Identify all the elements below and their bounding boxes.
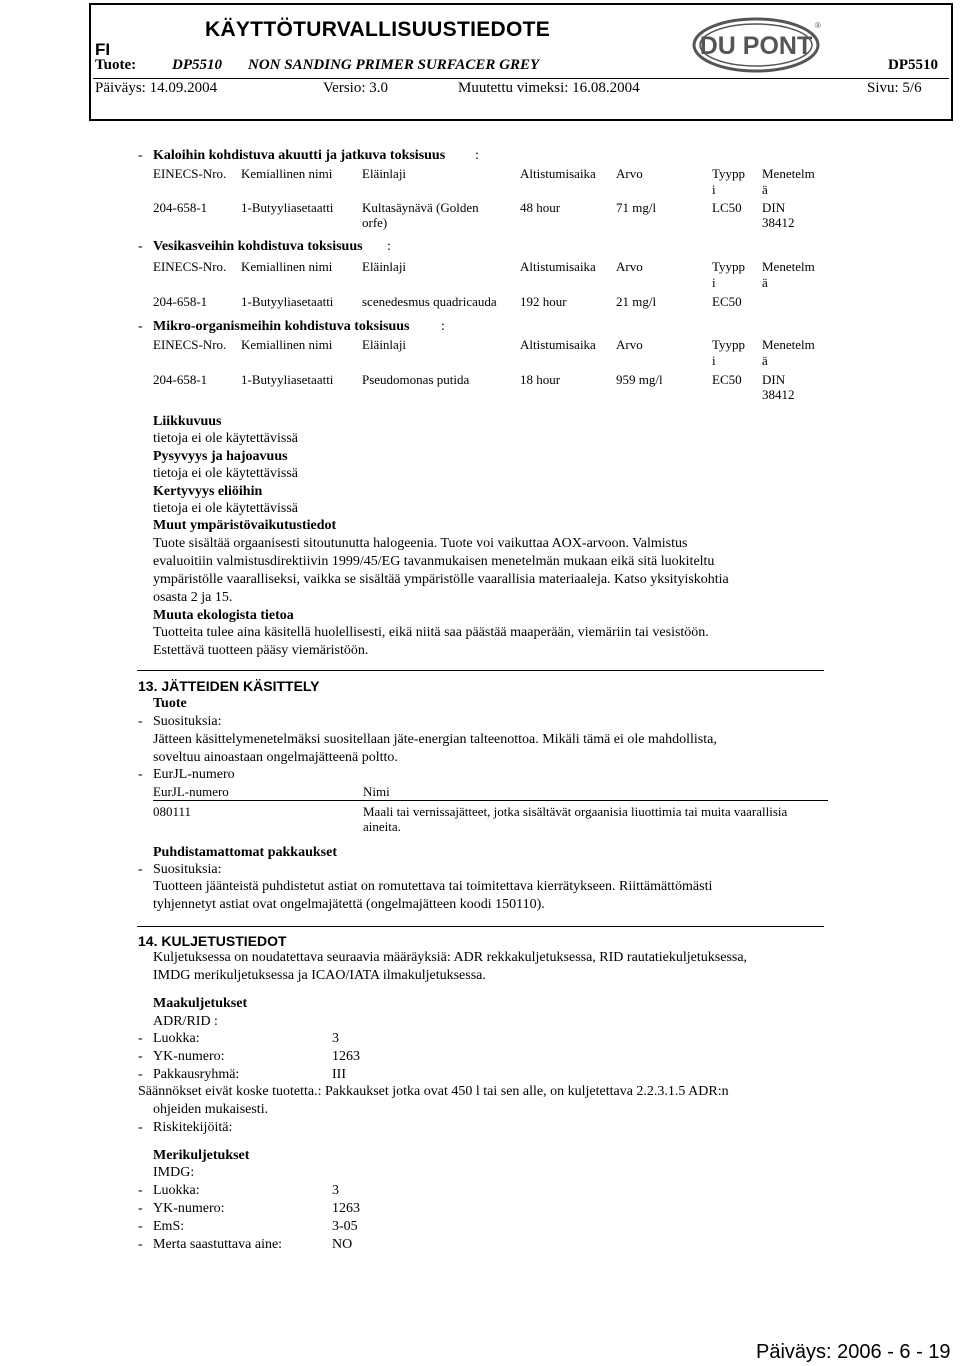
bullet-dash: - (138, 862, 143, 877)
recommendations-line: Jätteen käsittelymenetelmäksi suositellaan jäte-energian talteenottoa. Mikäli tämä ei ole mahdollista, (153, 732, 717, 747)
bullet-dash: - (138, 239, 143, 254)
cell-exposure: 18 hour (520, 372, 561, 387)
bullet-dash: - (138, 1049, 143, 1064)
section-divider (137, 670, 824, 671)
class-value: 3 (332, 1031, 339, 1046)
section-13-heading: 13. JÄTTEIDEN KÄSITTELY (138, 678, 320, 694)
col-method: Menetelm (762, 337, 815, 352)
cell-chemical: 1-Butyyliasetaatti (241, 200, 334, 215)
other-effects-line: evaluoitiin valmistusdirektiivin 1999/45/EG tavanmukaisen menetelmän mukaan eikä sitä luokiteltu (153, 554, 715, 569)
bullet-dash: - (138, 767, 143, 782)
packaging-line: Tuotteen jäänteistä puhdistetut astiat on romutettava tai toimitettava kierrätykseen. Riittämättömästi (153, 879, 713, 894)
other-effects-line: ympäristölle vaaralliseksi, vaikka se sisältää ympäristölle vaarallisia materiaaleja. Katso yksityiskohtia (153, 572, 729, 587)
ems-value: 3-05 (332, 1219, 358, 1234)
sea-transport-heading: Merikuljetukset (153, 1148, 250, 1163)
col-type-cont: i (712, 275, 716, 290)
packaging-recommendations-label: Suosituksia: (153, 862, 222, 877)
col-type-cont: i (712, 182, 716, 197)
product-code: DP5510 (172, 57, 222, 73)
eco-info-line: Tuotteita tulee aina käsitellä huolellisesti, eikä niitä saa päästää maaperään, viemäriin tai vesistöön. (153, 625, 709, 640)
cell-species: Kultasäynävä (Golden (362, 200, 479, 215)
cell-exposure: 192 hour (520, 294, 567, 309)
aquatic-toxicity-colon: : (387, 239, 391, 254)
eural-table-header-code: EurJL-numero (153, 784, 229, 799)
un-number-value: 1263 (332, 1049, 360, 1064)
col-method-cont: ä (762, 353, 768, 368)
class-label: Luokka: (153, 1031, 200, 1046)
packaging-heading: Puhdistamattomat pakkaukset (153, 845, 337, 860)
bullet-dash: - (138, 319, 143, 334)
packing-group-value: III (332, 1067, 346, 1082)
col-type: Tyypp (712, 337, 746, 352)
bullet-dash: - (138, 1031, 143, 1046)
document-title: KÄYTTÖTURVALLISUUSTIEDOTE (205, 18, 551, 41)
bullet-dash: - (138, 1219, 143, 1234)
micro-toxicity-heading: Mikro-organismeihin kohdistuva toksisuus (153, 319, 410, 334)
cell-einecs: 204-658-1 (153, 372, 208, 387)
product-name: NON SANDING PRIMER SURFACER GREY (248, 57, 540, 73)
cell-type: EC50 (712, 294, 742, 309)
cell-value: 71 mg/l (616, 200, 657, 215)
regulation-line: Säännökset eivät koske tuotetta.: Pakkaukset jotka ovat 450 l tai sen alle, on kuljetettava 2.2.3.1.5 ADR:n (138, 1084, 729, 1099)
issue-date: Päiväys: 14.09.2004 (95, 80, 218, 96)
cell-value: 959 mg/l (616, 372, 663, 387)
eural-name-line: Maali tai vernissajätteet, jotka sisältävät orgaanisia liuottimia tai muita vaarallisia (363, 804, 788, 819)
page-number: Sivu: 5/6 (867, 80, 922, 96)
modified-date: Muutettu vimeksi: 16.08.2004 (458, 80, 640, 96)
eco-info-line: Estettävä tuotteen pääsy viemäristöön. (153, 643, 369, 658)
packaging-line: tyhjennetyt astiat ovat ongelmajätettä (ongelmajätteen koodi 150110). (153, 897, 545, 912)
col-value: Arvo (616, 166, 643, 181)
col-exposure: Altistumisaika (520, 337, 596, 352)
cell-chemical: 1-Butyyliasetaatti (241, 372, 334, 387)
cell-einecs: 204-658-1 (153, 294, 208, 309)
sea-class-label: Luokka: (153, 1183, 200, 1198)
bullet-dash: - (138, 1183, 143, 1198)
mobility-text: tietoja ei ole käytettävissä (153, 431, 299, 446)
bullet-dash: - (138, 1201, 143, 1216)
aquatic-toxicity-heading: Vesikasveihin kohdistuva toksisuus (153, 239, 363, 254)
mobility-heading: Liikkuvuus (153, 414, 222, 429)
micro-toxicity-colon: : (441, 319, 445, 334)
un-number-label: YK-numero: (153, 1049, 225, 1064)
bioaccumulation-heading: Kertyvyys eliöihin (153, 484, 263, 499)
col-type: Tyypp (712, 259, 746, 274)
section-14-heading: 14. KULJETUSTIEDOT (138, 933, 287, 949)
transport-intro-line: IMDG merikuljetuksessa ja ICAO/IATA ilmakuljetuksessa. (153, 968, 486, 983)
bullet-dash: - (138, 1237, 143, 1252)
col-type-cont: i (712, 353, 716, 368)
col-einecs: EINECS-Nro. (153, 259, 227, 274)
bioaccumulation-text: tietoja ei ole käytettävissä (153, 501, 299, 516)
fish-toxicity-colon: : (475, 148, 479, 163)
eural-name-line: aineita. (363, 819, 401, 834)
col-value: Arvo (616, 259, 643, 274)
footer-date: Päiväys: 2006 - 6 - 19 (756, 1341, 951, 1363)
col-method-cont: ä (762, 275, 768, 290)
marine-pollutant-label: Merta saastuttava aine: (153, 1237, 283, 1252)
bullet-dash: - (138, 1120, 143, 1135)
cell-method-cont: 38412 (762, 215, 795, 230)
version: Versio: 3.0 (323, 80, 388, 96)
col-exposure: Altistumisaika (520, 166, 596, 181)
col-method: Menetelm (762, 166, 815, 181)
col-species: Eläinlaji (362, 166, 407, 181)
col-method-cont: ä (762, 182, 768, 197)
cell-species: Pseudomonas putida (362, 372, 470, 387)
col-einecs: EINECS-Nro. (153, 166, 227, 181)
sea-un-value: 1263 (332, 1201, 360, 1216)
cell-method: DIN (762, 200, 786, 215)
logo-text: DU PONT (699, 32, 813, 60)
other-effects-heading: Muut ympäristövaikutustiedot (153, 518, 337, 533)
product-heading: Tuote (153, 696, 187, 711)
eural-table-header-name: Nimi (363, 784, 390, 799)
product-label: Tuote: (95, 57, 137, 73)
col-einecs: EINECS-Nro. (153, 337, 227, 352)
sea-un-label: YK-numero: (153, 1201, 225, 1216)
transport-intro-line: Kuljetuksessa on noudatettava seuraavia määräyksiä: ADR rekkakuljetuksessa, RID rautatiekuljetuksessa, (153, 950, 748, 965)
sea-class-value: 3 (332, 1183, 339, 1198)
other-effects-line: Tuote sisältää orgaanisesti sitoutunutta halogeenia. Tuote voi vaikuttaa AOX-arvoon. Valmistus (153, 536, 688, 551)
cell-type: EC50 (712, 372, 742, 387)
cell-einecs: 204-658-1 (153, 200, 208, 215)
land-transport-heading: Maakuljetukset (153, 996, 248, 1011)
cell-method-cont: 38412 (762, 387, 795, 402)
header-divider (93, 78, 949, 79)
col-exposure: Altistumisaika (520, 259, 596, 274)
cell-species-cont: orfe) (362, 215, 388, 230)
section-divider (137, 926, 824, 927)
cell-chemical: 1-Butyyliasetaatti (241, 294, 334, 309)
cell-method: DIN (762, 372, 786, 387)
col-species: Eläinlaji (362, 259, 407, 274)
eco-info-heading: Muuta ekologista tietoa (153, 608, 294, 623)
ems-label: EmS: (153, 1219, 185, 1234)
hazard-label: Riskitekijöitä: (153, 1120, 233, 1135)
col-value: Arvo (616, 337, 643, 352)
col-chemical-name: Kemiallinen nimi (241, 337, 333, 352)
product-code-right: DP5510 (888, 57, 938, 73)
imdg-label: IMDG: (153, 1165, 195, 1180)
persistence-text: tietoja ei ole käytettävissä (153, 466, 299, 481)
regulation-line: ohjeiden mukaisesti. (153, 1102, 269, 1117)
marine-pollutant-value: NO (332, 1237, 353, 1252)
cell-type: LC50 (712, 200, 742, 215)
bullet-dash: - (138, 148, 143, 163)
eural-code: 080111 (153, 804, 192, 819)
other-effects-line: osasta 2 ja 15. (153, 590, 233, 605)
fish-toxicity-heading: Kaloihin kohdistuva akuutti ja jatkuva toksisuus (153, 148, 446, 163)
col-method: Menetelm (762, 259, 815, 274)
logo-registered-mark: ® (815, 21, 821, 30)
col-chemical-name: Kemiallinen nimi (241, 166, 333, 181)
recommendations-line: soveltuu ainoastaan ongelmajätteenä poltto. (153, 750, 398, 765)
bullet-dash: - (138, 714, 143, 729)
packing-group-label: Pakkausryhmä: (153, 1067, 240, 1082)
dupont-logo (690, 16, 822, 74)
persistence-heading: Pysyvyys ja hajoavuus (153, 449, 288, 464)
table-divider (153, 800, 828, 801)
bullet-dash: - (138, 1067, 143, 1082)
cell-value: 21 mg/l (616, 294, 657, 309)
recommendations-label: Suosituksia: (153, 714, 222, 729)
language-code: FI (95, 40, 111, 59)
col-type: Tyypp (712, 166, 746, 181)
col-chemical-name: Kemiallinen nimi (241, 259, 333, 274)
cell-species: scenedesmus quadricauda (362, 294, 497, 309)
adr-rid-label: ADR/RID : (153, 1014, 218, 1029)
cell-exposure: 48 hour (520, 200, 561, 215)
col-species: Eläinlaji (362, 337, 407, 352)
eural-label: EurJL-numero (153, 767, 235, 782)
